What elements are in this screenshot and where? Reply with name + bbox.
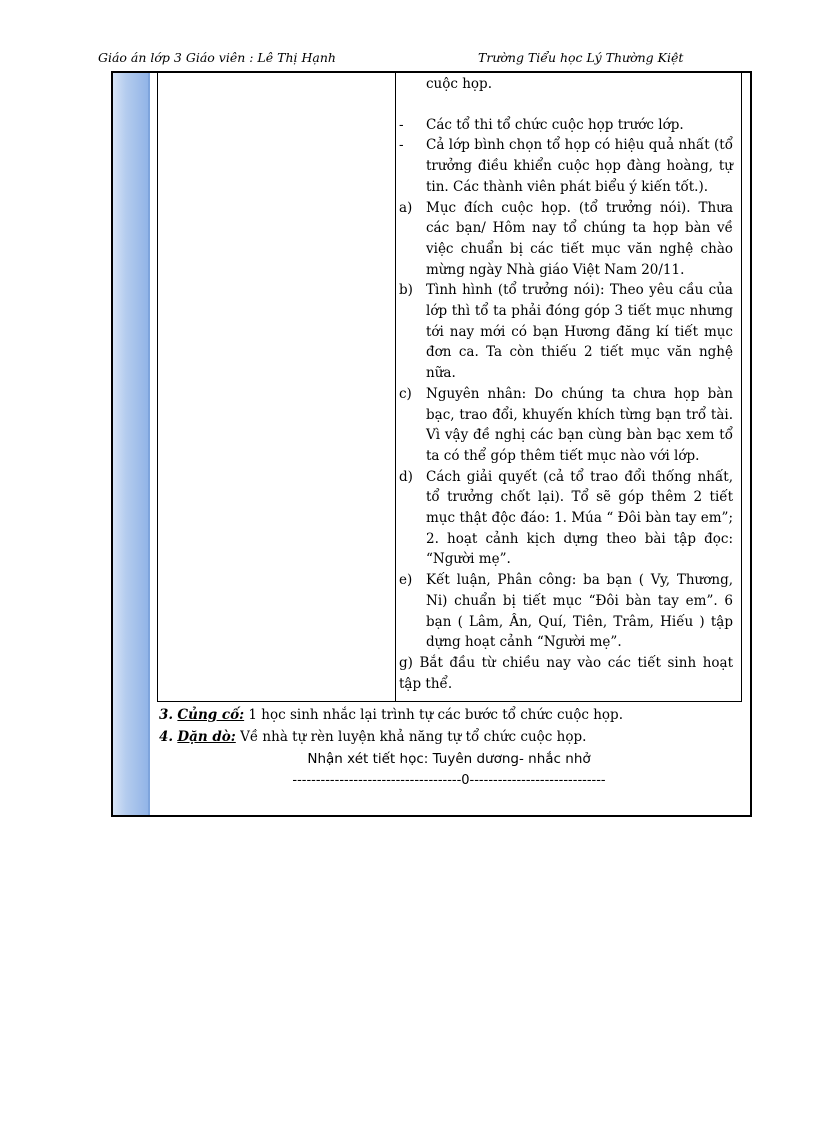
dando-text: Về nhà tự rèn luyện khả năng tự tổ chức cuộc họp. [235, 729, 587, 745]
list-text: Các tổ thi tổ chức cuộc họp trước lớp. [426, 116, 684, 133]
page-header [98, 50, 688, 70]
list-marker: - [399, 137, 404, 154]
list-item [399, 135, 733, 197]
list-text: Kết luận, Phân công: ba bạn ( Vy, Thương, Ni) chuẩn bị tiết mục “Đôi bàn tay em”. 6 bạn ( Lâm, Ân, Quí, Tiên, Trâm, Hiếu ) tập dựng hoạt cảnh “Người mẹ”. [426, 572, 733, 651]
list-text: Mục đích cuộc họp. (tổ trưởng nói). Thưa các bạn/ Hôm nay tổ chúng ta họp bàn về việc chuẩn bị các tiết mục văn nghệ chào mừng ngày Nhà giáo Việt Nam 20/11. [426, 199, 733, 278]
list-marker: c) [399, 385, 412, 402]
list-item [399, 467, 733, 571]
cungco-label: Củng cố: [177, 707, 245, 723]
list-item [399, 570, 733, 653]
list-item [399, 280, 733, 384]
table-left-column [157, 72, 396, 702]
list-marker: a) [399, 199, 413, 216]
lesson-remark: Nhận xét tiết học: Tuyên dương- nhắc nhở [307, 751, 591, 767]
list-text: Tình hình (tổ trưởng nói): Theo yêu cầu của lớp thì tổ ta phải đóng góp 3 tiết mục nhưng tới nay mới có bạn Hương đăng kí tiết mục đơn ca. Ta còn thiếu 2 tiết mục văn nghệ nữa. [426, 282, 733, 382]
activity-content [399, 74, 733, 694]
separator-line: ------------------------------------0----------------------------- [292, 773, 606, 788]
lesson-footer [159, 704, 739, 792]
table-bottom-border [157, 701, 742, 702]
header-teacher-info: Giáo án lớp 3 Giáo viên : Lê Thị Hạnh [98, 50, 336, 65]
blue-side-bar [113, 73, 150, 815]
list-item [399, 198, 733, 281]
dando-label: Dặn dò: [177, 729, 236, 745]
list-item [399, 115, 733, 136]
list-text: Cả lớp bình chọn tổ họp có hiệu quả nhất (tổ trưởng điều khiển cuộc họp đàng hoàng, tự tin. Các thành viên phát biểu ý kiến tốt.). [426, 137, 733, 195]
last-item: g) Bắt đầu từ chiều nay vào các tiết sinh hoạt tập thể. [399, 654, 733, 692]
continuation-line: cuộc họp. [426, 76, 492, 92]
cungco-line: 3. Củng cố: 1 học sinh nhắc lại trình tự các bước tổ chức cuộc họp. [159, 707, 623, 723]
blue-side-bar-edge [148, 73, 150, 815]
list-text: Nguyên nhân: Do chúng ta chưa họp bàn bạc, trao đổi, khuyến khích từng bạn trổ tài. Vì vậy đề nghị các bạn cùng bàn bạc xem tổ ta có thể góp thêm tiết mục nào với lớp. [426, 385, 733, 464]
list-item [399, 384, 733, 467]
list-marker: d) [399, 468, 413, 485]
list-marker: b) [399, 282, 413, 299]
header-school-name: Trường Tiểu học Lý Thường Kiệt [478, 50, 684, 65]
cungco-text: 1 học sinh nhắc lại trình tự các bước tổ chức cuộc họp. [244, 707, 623, 723]
list-marker: - [399, 116, 404, 133]
dando-line: 4. Dặn dò: Về nhà tự rèn luyện khả năng tự tổ chức cuộc họp. [159, 729, 587, 745]
list-text: Cách giải quyết (cả tổ trao đổi thống nhất, tổ trưởng chốt lại). Tổ sẽ góp thêm 2 tiết mục thật độc đáo: 1. Múa “ Đôi bàn tay em”; 2. hoạt cảnh kịch dựng theo bài tập đọc: “Người mẹ”. [426, 468, 733, 568]
list-marker: e) [399, 572, 413, 589]
